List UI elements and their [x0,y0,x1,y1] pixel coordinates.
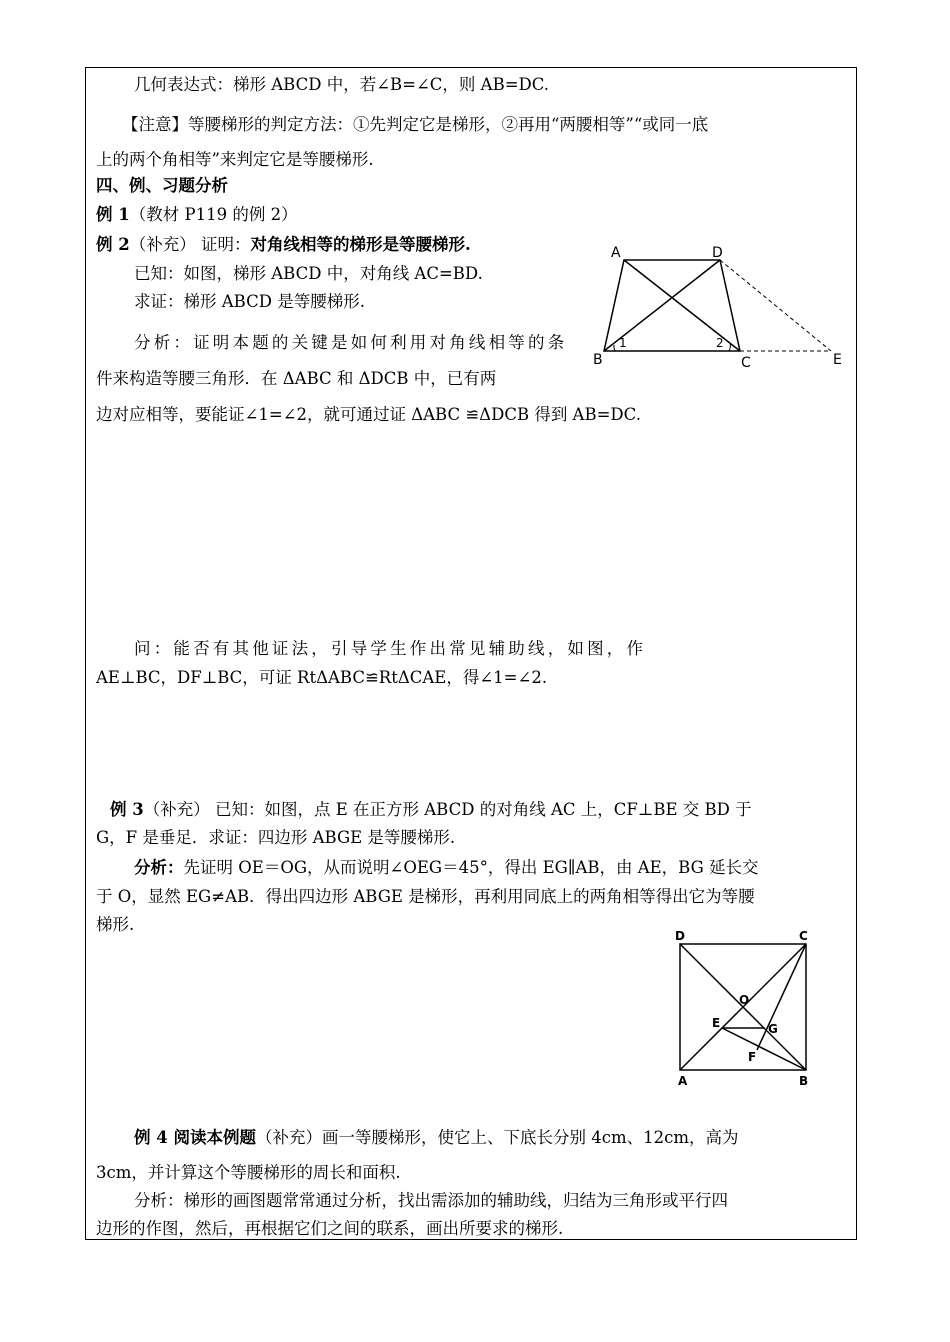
example-4-line-1 [134,1128,739,1148]
example-3-line-1-text: （补充） 已知：如图，点 E 在正方形 ABCD 的对角线 AC 上，CF⊥BE 交 BD 于 [143,800,752,819]
label-g: G [768,1022,778,1036]
example-2-title [96,235,471,255]
example-2-tag: （补充） [129,235,196,254]
label-e: E [833,352,842,368]
label-e: E [712,1016,721,1030]
angle-1-arc [614,345,615,351]
label-o: O [739,993,750,1007]
example-2-to-prove: 求证：梯形 ABCD 是等腰梯形. [134,292,365,311]
example-2-question-line-1: 问：能否有其他证法，引导学生作出常见辅助线，如图，作 [134,639,647,658]
example-4-line-1-text: （补充）画一等腰梯形，使它上、下底长分别 4cm、12cm，高为 [255,1128,739,1147]
example-3-line-1 [110,800,752,820]
label-angle-2: 2 [716,336,724,350]
example-2-question-line-2: AE⊥BC，DF⊥BC，可证 RtΔABC≌RtΔCAE，得∠1=∠2. [96,668,548,687]
example-2-claim: 对角线相等的梯形是等腰梯形. [250,235,471,254]
example-4-line-2: 3cm，并计算这个等腰梯形的周长和面积. [96,1163,401,1182]
example-2-analysis-line-1: 分析：证明本题的关键是如何利用对角线相等的条 [134,333,568,352]
label-b: B [593,352,603,368]
angle-2-arc [729,343,730,351]
example-3-analysis-label: 分析： [134,858,184,877]
example-3-analysis-line-1 [134,858,759,878]
label-c: C [741,355,751,370]
label-d: D [675,929,685,943]
note-line-2: 上的两个角相等”来判定它是等腰梯形. [96,150,374,169]
example-1-label: 例 1 [96,205,130,224]
label-angle-1: 1 [619,336,627,350]
section-heading: 四、例、习题分析 [96,176,228,195]
label-f: F [748,1050,757,1064]
label-a: A [678,1074,688,1088]
example-4-analysis-line-2: 边形的作图，然后，再根据它们之间的联系，画出所要求的梯形. [96,1219,564,1238]
label-b: B [799,1074,809,1088]
example-3-line-2: G，F 是垂足．求证：四边形 ABGE 是等腰梯形. [96,828,456,847]
label-a: A [611,245,621,261]
example-1-text: （教材 P119 的例 2） [129,205,298,224]
label-c: C [799,929,808,943]
geometry-expression: 几何表达式：梯形 ABCD 中，若∠B=∠C，则 AB=DC. [134,75,550,94]
example-4-analysis-line-1: 分析：梯形的画图题常常通过分析，找出需添加的辅助线，归结为三角形或平行四 [134,1191,728,1210]
example-2-label: 例 2 [96,235,130,254]
example-3-analysis-text: 先证明 OE＝OG，从而说明∠OEG＝45°，得出 EG∥AB，由 AE，BG 延长交 [183,858,759,877]
note-line-1: 【注意】等腰梯形的判定方法：①先判定它是梯形，②再用“两腰相等”“或同一底 [122,115,709,134]
trapezoid-figure [588,238,850,370]
example-2-analysis-line-2: 件来构造等腰三角形．在 ΔABC 和 ΔDCB 中，已有两 [96,369,497,388]
example-1 [96,205,298,225]
example-3-analysis-line-2: 于 O，显然 EG≠AB．得出四边形 ABGE 是梯形，再利用同底上的两角相等得出它为等腰 [96,887,755,906]
example-2-given: 已知：如图，梯形 ABCD 中，对角线 AC=BD. [134,264,483,283]
segment-cf [757,944,806,1050]
label-d: D [712,245,723,261]
square-figure [670,925,820,1093]
example-2-prove-prefix: 证明： [200,235,251,254]
example-4-label: 例 4 阅读本例题 [134,1128,256,1147]
example-3-analysis-line-3: 梯形. [96,915,135,934]
example-3-label: 例 3 [110,800,144,819]
example-2-analysis-line-3: 边对应相等，要能证∠1=∠2，就可通过证 ΔABC ≌ΔDCB 得到 AB=DC. [96,405,641,424]
